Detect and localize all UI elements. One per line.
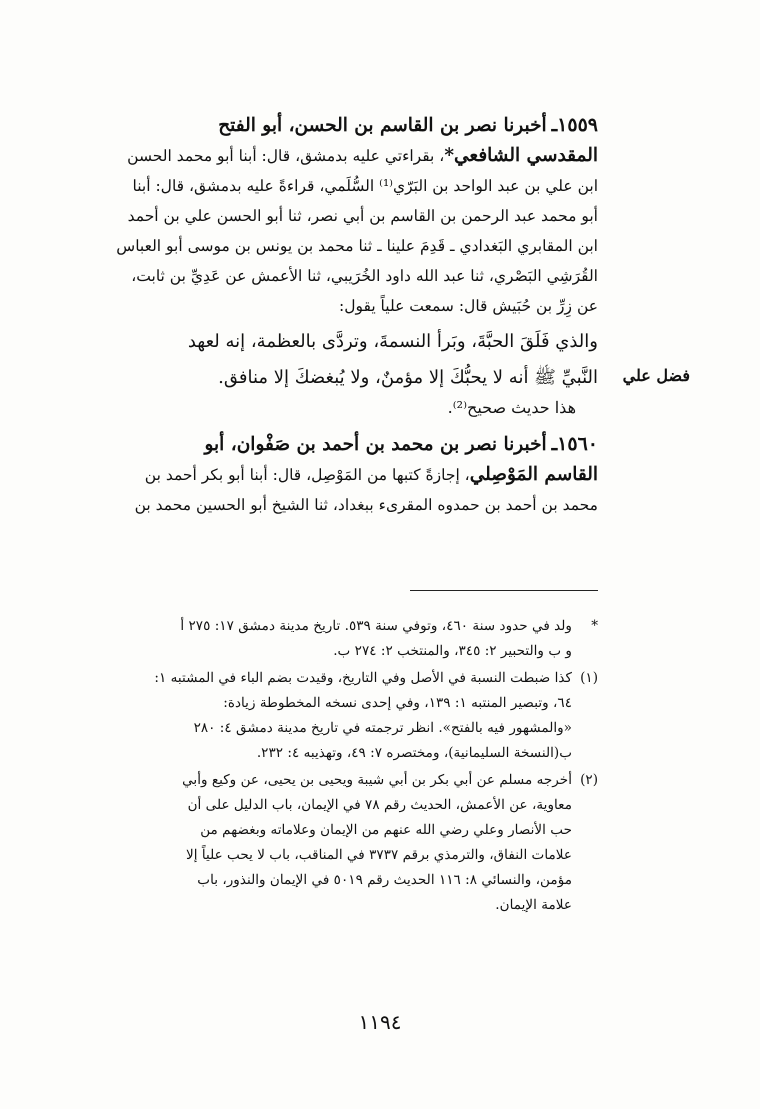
footnote-line: و ب والتحبير ٢: ٣٤٥، والمنتخب ٢: ٢٧٤ ب. xyxy=(333,643,572,659)
narrator-heading-cont: المقدسي الشافعي* xyxy=(444,145,598,166)
isnad-line: أبو محمد عبد الرحمن بن القاسم بن أبي نصر، ثنا أبو الحسن علي بن أحمد xyxy=(127,207,598,225)
isnad-line: عن زِرِّ بن حُبَيش قال: سمعت علياً يقول: xyxy=(338,297,598,315)
margin-heading: فضل علي xyxy=(622,366,690,385)
footnote-line: حب الأنصار وعلي رضي الله عنهم من الإيمان وعلاماته وبغضهم من xyxy=(200,822,572,838)
footnote-line: مؤمن، والنسائي ٨: ١١٦ الحديث رقم ٥٠١٩ في الإيمان والنذور، باب xyxy=(197,872,572,888)
footnotes xyxy=(72,614,598,920)
hadith-matn: النَّبيِّ ﷺ أنه لا يحبُّكَ إلا مؤمنٌ، ولا يُبغضكَ إلا منافق. xyxy=(218,367,598,388)
footnote-line: علامات النفاق، والترمذي برقم ٣٧٣٧ في المناقب، باب لا يحب علياً إلا xyxy=(185,847,572,863)
footnote xyxy=(72,666,598,766)
footnote-body xyxy=(72,614,572,664)
isnad-line: ابن المقابري البَغدادي ـ قَدِمَ علينا ـ ثنا محمد بن يونس بن موسى أبو العباس xyxy=(116,237,598,255)
footnote-line: معاوية، عن الأعمش، الحديث رقم ٧٨ في الإيمان، باب الدليل على أن xyxy=(187,797,572,813)
footnote-line: «والمشهور فيه بالفتح». انظر ترجمته في تاريخ مدينة دمشق ٤: ٢٨٠ xyxy=(193,720,572,736)
isnad-line: القُرَشِي البَصْري، ثنا عبد الله داود الخُرَيبي، ثنا الأعمش عن عَدِيِّ بن ثابت، xyxy=(131,267,598,285)
page-number: ١١٩٤ xyxy=(358,1010,402,1034)
footnote-line: كذا ضبطت النسبة في الأصل وفي التاريخ، وقيدت بضم الباء في المشتبه ١: xyxy=(154,670,572,686)
footnote-body xyxy=(72,666,572,766)
isnad-line: محمد بن أحمد بن حمدوه المقرىء ببغداد، ثنا الشيخ أبو الحسين محمد بن xyxy=(134,496,598,514)
hadith-number: ١٥٥٩ـ xyxy=(551,114,598,136)
isnad-text: ، إجازةً كتبها من المَوْصِل، قال: أبنا أبو بكر أحمد بن xyxy=(144,466,470,484)
footnote-marker: (١) xyxy=(580,670,598,686)
footnote-line: علامة الإيمان. xyxy=(495,897,572,913)
entry-1559-line-1 xyxy=(72,110,598,141)
entry-1560-line-1 xyxy=(72,429,598,460)
footnote-line: ولد في حدود سنة ٤٦٠، وتوفي سنة ٥٣٩. تاريخ مدينة دمشق ١٧: ٢٧٥ أ xyxy=(180,618,572,634)
footnote-divider xyxy=(410,590,598,591)
narrator-heading: أخبرنا نصر بن محمد بن أحمد بن صَفْوان، أبو xyxy=(204,434,547,455)
isnad-text: ، بقراءتي عليه بدمشق، قال: أبنا أبو محمد الحسن xyxy=(127,147,445,165)
grading-statement: هذا حديث صحيح⁽²⁾. xyxy=(447,398,576,417)
footnote xyxy=(72,768,598,918)
footnote-line: أخرجه مسلم عن أبي بكر بن أبي شيبة ويحيى بن يحيى، عن وكيع وأبي xyxy=(182,772,572,788)
footnote-body xyxy=(72,768,572,918)
footnote xyxy=(72,614,598,664)
footnote-marker: (٢) xyxy=(580,772,598,788)
main-text xyxy=(72,110,598,520)
entry-1559-line-2 xyxy=(72,141,598,171)
hadith-matn: والذي فَلَقَ الحبَّةَ، وبَرأ النسمةَ، وتردَّى بالعظمة، إنه لعهد xyxy=(187,331,598,352)
narrator-heading-cont: القاسم المَوْصِلي xyxy=(469,464,598,485)
entry-1560-line-2 xyxy=(72,460,598,490)
footnote-line: ب(النسخة السليمانية)، ومختصره ٧: ٤٩، وتهذيبه ٤: ٢٣٢. xyxy=(256,745,572,761)
footnote-line: ٦٤، وتبصير المنتبه ١: ١٣٩، وفي إحدى نسخه المخطوطة زيادة: xyxy=(223,695,572,711)
isnad-line: ابن علي بن عبد الواحد بن البَرّي⁽¹⁾ السُّلَمي، قراءةً عليه بدمشق، قال: أبنا xyxy=(132,177,598,195)
narrator-heading: أخبرنا نصر بن القاسم بن الحسن، أبو الفتح xyxy=(218,115,547,136)
footnote-marker: * xyxy=(591,618,598,634)
hadith-number: ١٥٦٠ـ xyxy=(551,433,598,455)
